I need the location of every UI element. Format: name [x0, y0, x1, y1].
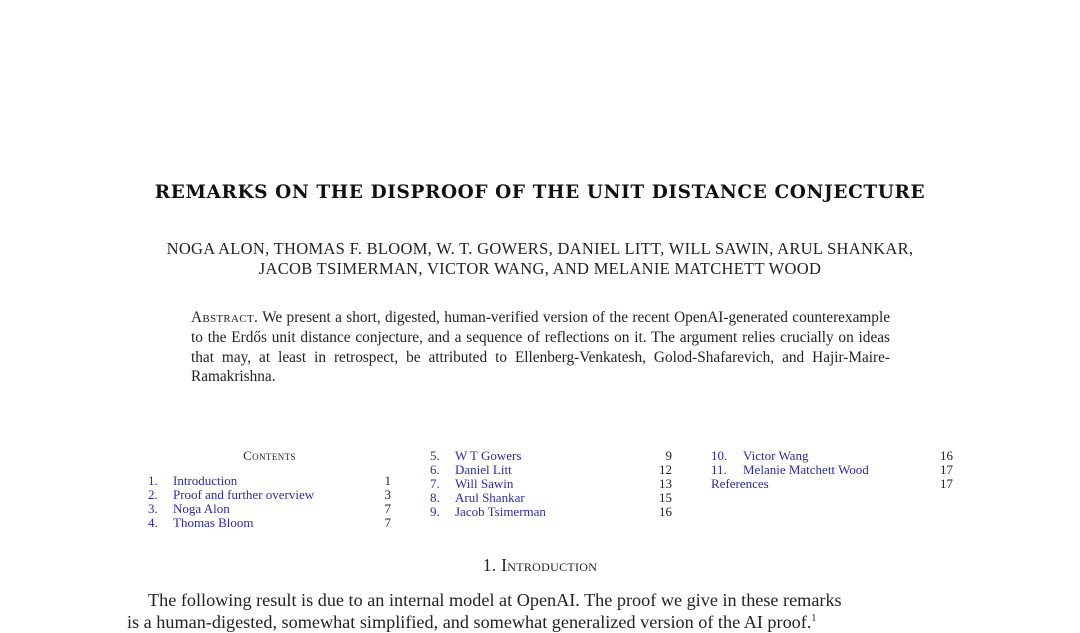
toc-entry[interactable]: [430, 491, 672, 505]
toc-entry[interactable]: [430, 477, 672, 491]
toc-entry-number: 7.: [430, 476, 440, 491]
toc-entry-number: 10.: [711, 448, 728, 463]
toc-entry-link[interactable]: Daniel Litt: [455, 462, 512, 477]
toc-entry-link[interactable]: Jacob Tsimerman: [455, 504, 546, 519]
toc-entry[interactable]: [148, 516, 391, 530]
toc-entry-page: 3: [384, 487, 391, 502]
toc-entry-number: 2.: [148, 487, 158, 502]
toc-entry-number: 4.: [148, 515, 158, 530]
body-line: The following result is due to an internal model at OpenAI. The proof we give in these remarks: [148, 590, 842, 610]
body-paragraph: [127, 589, 953, 633]
toc-column: [430, 449, 672, 519]
section-title: Introduction: [501, 555, 598, 575]
abstract-text: We present a short, digested, human-verified version of the recent OpenAI-generated counterexample to the Erdős unit distance conjecture, and a sequence of reflections on it. The argument relies crucially on ideas that may, at least in retrospect, be attributed to Ellenberg-Venkatesh, Golod-Shafarevich, and Hajir-Maire-Ramakrishna.: [191, 309, 890, 386]
toc-entry-page: 7: [384, 501, 391, 516]
toc-entry-link[interactable]: Victor Wang: [743, 448, 809, 463]
toc-entry-link[interactable]: Will Sawin: [455, 476, 514, 491]
toc-entry-number: 9.: [430, 504, 440, 519]
toc-entry-page: 17: [940, 476, 953, 491]
toc-entry-link[interactable]: Introduction: [173, 473, 238, 488]
author-line: JACOB TSIMERMAN, VICTOR WANG, AND MELANIE MATCHETT WOOD: [258, 258, 822, 278]
toc-column: [148, 449, 391, 530]
toc-column: [711, 449, 953, 491]
body-line: [127, 611, 953, 633]
toc-entry-link[interactable]: Noga Alon: [173, 501, 230, 516]
toc-entry-page: 7: [384, 515, 391, 530]
body-line-text: is a human-digested, somewhat simplified, and somewhat generalized version of the AI proof.: [127, 612, 812, 632]
toc-entry-link[interactable]: W T Gowers: [455, 448, 522, 463]
toc-entry-link[interactable]: Melanie Matchett Wood: [743, 462, 869, 477]
toc-entry-page: 17: [940, 462, 953, 477]
toc-entry[interactable]: [711, 449, 953, 463]
toc-entry-number: 6.: [430, 462, 440, 477]
section-number: 1.: [482, 555, 497, 575]
toc-entry-link[interactable]: Arul Shankar: [455, 490, 525, 505]
footnote-marker[interactable]: 1: [811, 613, 817, 624]
toc-entry-page: 16: [659, 504, 672, 519]
toc-entry[interactable]: [148, 502, 391, 516]
toc-entry-page: 1: [384, 473, 391, 488]
author-line: NOGA ALON, THOMAS F. BLOOM, W. T. GOWERS, DANIEL LITT, WILL SAWIN, ARUL SHANKAR,: [166, 239, 914, 258]
abstract-label: Abstract.: [191, 309, 259, 326]
toc-entry[interactable]: [711, 463, 953, 477]
toc-entry[interactable]: [430, 463, 672, 477]
toc-entry-number: 3.: [148, 501, 158, 516]
toc-entry-number: 11.: [711, 462, 727, 477]
author-list: [0, 239, 1080, 278]
toc-entry[interactable]: [430, 505, 672, 519]
toc-entry-link[interactable]: Proof and further overview: [173, 487, 315, 502]
toc-entry-link[interactable]: References: [711, 476, 769, 491]
toc-entry-page: 9: [665, 448, 672, 463]
toc-entry-link[interactable]: Thomas Bloom: [173, 515, 254, 530]
toc-entry-page: 15: [659, 490, 672, 505]
toc-entry-page: 13: [659, 476, 672, 491]
toc-entry-number: 8.: [430, 490, 440, 505]
toc-entry-page: 16: [940, 448, 953, 463]
toc-entry[interactable]: [430, 449, 672, 463]
toc-heading: Contents: [243, 448, 296, 463]
section-heading: [0, 555, 1080, 576]
toc-entry-number: 5.: [430, 448, 440, 463]
toc-entry[interactable]: [148, 488, 391, 502]
toc-entry[interactable]: [148, 474, 391, 488]
toc-entry[interactable]: [711, 477, 953, 491]
toc-entry-number: 1.: [148, 473, 158, 488]
toc-entry-page: 12: [659, 462, 672, 477]
abstract: [191, 308, 890, 387]
paper-title: REMARKS ON THE DISPROOF OF THE UNIT DISTANCE CONJECTURE: [154, 182, 926, 203]
